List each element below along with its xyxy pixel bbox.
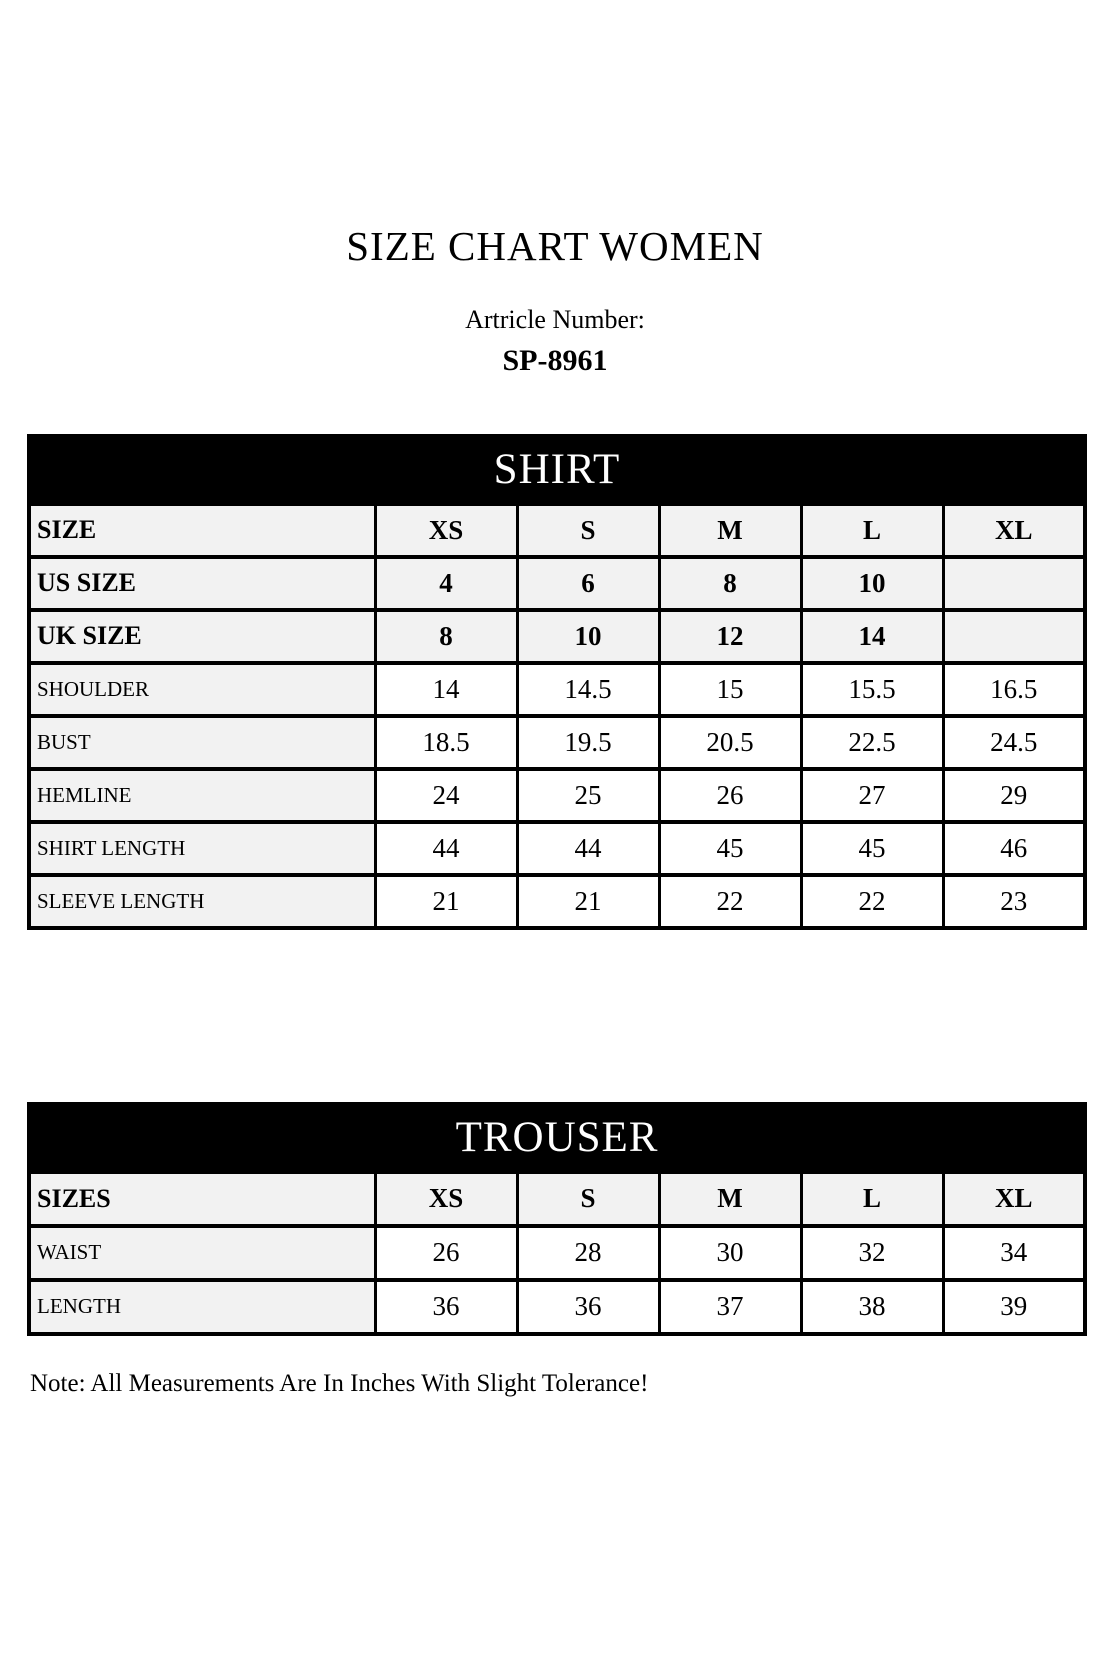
cell-s: S xyxy=(517,1172,659,1226)
cell-l: 27 xyxy=(801,769,943,822)
cell-s: 44 xyxy=(517,822,659,875)
row-label: WAIST xyxy=(29,1226,375,1280)
table-row-shirt-length xyxy=(29,822,1085,875)
table-row-uk-size xyxy=(29,610,1085,663)
cell-m: 45 xyxy=(659,822,801,875)
table-row-size xyxy=(29,504,1085,557)
cell-s: 36 xyxy=(517,1280,659,1334)
cell-xs: 8 xyxy=(375,610,517,663)
table-row-us-size xyxy=(29,557,1085,610)
cell-xl: 23 xyxy=(943,875,1085,928)
row-label: HEMLINE xyxy=(29,769,375,822)
cell-m: 8 xyxy=(659,557,801,610)
cell-m: 22 xyxy=(659,875,801,928)
cell-m: 26 xyxy=(659,769,801,822)
cell-xl: 29 xyxy=(943,769,1085,822)
row-label: SHOULDER xyxy=(29,663,375,716)
cell-xs: 18.5 xyxy=(375,716,517,769)
cell-xl: 34 xyxy=(943,1226,1085,1280)
row-label: SHIRT LENGTH xyxy=(29,822,375,875)
cell-m: 15 xyxy=(659,663,801,716)
cell-l: 22.5 xyxy=(801,716,943,769)
cell-xl: XL xyxy=(943,1172,1085,1226)
table-row-hemline xyxy=(29,769,1085,822)
cell-s: 10 xyxy=(517,610,659,663)
cell-l: L xyxy=(801,1172,943,1226)
cell-l: 10 xyxy=(801,557,943,610)
table-row-sleeve-length xyxy=(29,875,1085,928)
table-row-sizes xyxy=(29,1172,1085,1226)
cell-xs: XS xyxy=(375,1172,517,1226)
cell-xl xyxy=(943,610,1085,663)
cell-m: 30 xyxy=(659,1226,801,1280)
cell-m: M xyxy=(659,504,801,557)
cell-s: 21 xyxy=(517,875,659,928)
page-title: SIZE CHART WOMEN xyxy=(346,223,764,269)
cell-s: 19.5 xyxy=(517,716,659,769)
cell-xl: 39 xyxy=(943,1280,1085,1334)
cell-xs: XS xyxy=(375,504,517,557)
cell-xs: 21 xyxy=(375,875,517,928)
cell-xl: 46 xyxy=(943,822,1085,875)
cell-xl: XL xyxy=(943,504,1085,557)
cell-xs: 44 xyxy=(375,822,517,875)
measurement-note: Note: All Measurements Are In Inches With Slight Tolerance! xyxy=(30,1369,649,1397)
table-row-waist xyxy=(29,1226,1085,1280)
cell-s: 14.5 xyxy=(517,663,659,716)
cell-l: 38 xyxy=(801,1280,943,1334)
trouser-size-table xyxy=(27,1102,1087,1336)
cell-xl: 24.5 xyxy=(943,716,1085,769)
cell-s: 6 xyxy=(517,557,659,610)
table-row-length xyxy=(29,1280,1085,1334)
row-label: BUST xyxy=(29,716,375,769)
cell-m: 12 xyxy=(659,610,801,663)
cell-xs: 4 xyxy=(375,557,517,610)
row-label: SIZES xyxy=(29,1172,375,1226)
cell-l: 22 xyxy=(801,875,943,928)
table-row-bust xyxy=(29,716,1085,769)
row-label: SLEEVE LENGTH xyxy=(29,875,375,928)
row-label: UK SIZE xyxy=(29,610,375,663)
trouser-table-header-band xyxy=(29,1104,1085,1172)
trouser-table-title: TROUSER xyxy=(29,1104,1085,1172)
article-number-label: Artricle Number: xyxy=(465,305,645,335)
cell-m: 37 xyxy=(659,1280,801,1334)
cell-l: L xyxy=(801,504,943,557)
cell-xl xyxy=(943,557,1085,610)
cell-l: 45 xyxy=(801,822,943,875)
cell-m: M xyxy=(659,1172,801,1226)
article-number-value: SP-8961 xyxy=(502,343,608,377)
cell-l: 14 xyxy=(801,610,943,663)
cell-s: 28 xyxy=(517,1226,659,1280)
cell-l: 15.5 xyxy=(801,663,943,716)
row-label: LENGTH xyxy=(29,1280,375,1334)
cell-xs: 14 xyxy=(375,663,517,716)
shirt-table-title: SHIRT xyxy=(29,436,1085,504)
row-label: US SIZE xyxy=(29,557,375,610)
cell-l: 32 xyxy=(801,1226,943,1280)
cell-s: S xyxy=(517,504,659,557)
cell-xs: 26 xyxy=(375,1226,517,1280)
cell-m: 20.5 xyxy=(659,716,801,769)
cell-xs: 24 xyxy=(375,769,517,822)
cell-s: 25 xyxy=(517,769,659,822)
table-row-shoulder xyxy=(29,663,1085,716)
shirt-table-header-band xyxy=(29,436,1085,504)
row-label: SIZE xyxy=(29,504,375,557)
cell-xl: 16.5 xyxy=(943,663,1085,716)
cell-xs: 36 xyxy=(375,1280,517,1334)
shirt-size-table xyxy=(27,434,1087,930)
